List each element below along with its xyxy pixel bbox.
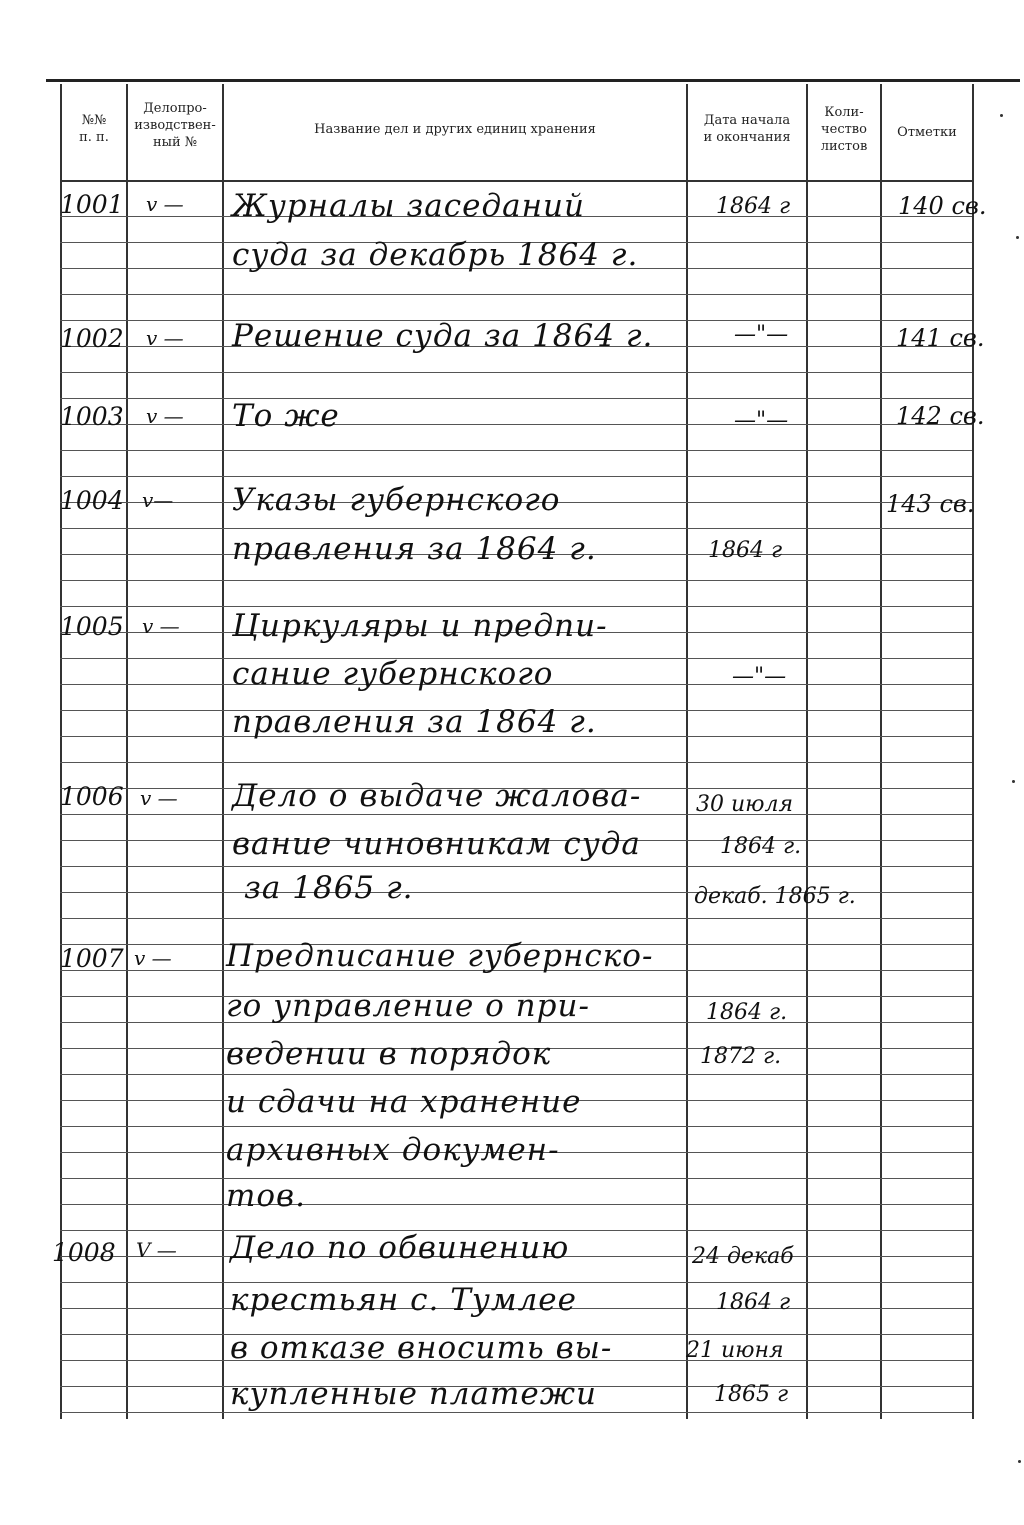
entry-number: 1007 (60, 944, 124, 973)
entry-title-line: за 1865 г. (244, 870, 414, 906)
entry-title-line: сание губернского (232, 656, 554, 692)
ink-speck (1000, 114, 1003, 117)
ruled-line (60, 294, 972, 295)
entry-date: 1864 г (708, 538, 783, 563)
entry-number: 1008 (52, 1238, 116, 1267)
ruled-line (60, 450, 972, 451)
header-title-text: Название дел и других единиц хранения (314, 122, 596, 137)
ruled-line (60, 1178, 972, 1179)
entry-check-mark: v — (142, 614, 180, 638)
entry-title-line: купленные платежи (230, 1376, 597, 1412)
header-dates (688, 112, 806, 146)
ruled-line (60, 528, 972, 529)
entry-date: 24 декаб (692, 1244, 794, 1269)
ruled-line (60, 1204, 972, 1205)
entry-date: 1864 г (716, 194, 791, 219)
ink-speck (1018, 1460, 1021, 1463)
ruled-line (60, 1412, 972, 1413)
column-divider (806, 84, 808, 1419)
ruled-line (60, 918, 972, 919)
entry-date: 21 июня (686, 1338, 784, 1363)
entry-check-mark: V — (136, 1238, 177, 1262)
entry-title-line: Предписание губернско- (226, 938, 654, 974)
entry-note: 142 св. (896, 402, 985, 430)
entry-title-line: правления за 1864 г. (232, 531, 597, 567)
header-office-number-text: Делопро- изводствен- ный № (134, 101, 216, 150)
header-sheet-count (808, 104, 880, 155)
ruled-line (60, 866, 972, 867)
entry-date: 1872 г. (700, 1044, 782, 1069)
ruled-line (60, 1126, 972, 1127)
column-divider (60, 84, 62, 1419)
entry-number: 1004 (60, 486, 124, 515)
entry-check-mark: v — (146, 404, 184, 428)
header-dates-text: Дата начала и окончания (703, 113, 791, 145)
entry-title-line: и сдачи на хранение (226, 1084, 582, 1120)
entry-note: 141 св. (896, 324, 985, 352)
entry-title-line: тов. (226, 1178, 306, 1214)
ruled-line (60, 580, 972, 581)
header-title (224, 121, 686, 138)
entry-check-mark: v — (140, 786, 178, 810)
entry-date: —"— (734, 322, 789, 347)
entry-date: 30 июля (696, 792, 794, 817)
entry-number: 1006 (60, 782, 124, 811)
entry-title-line: вание чиновникам суда (232, 826, 641, 862)
ruled-line (60, 606, 972, 607)
entry-title-line: крестьян с. Тумлее (230, 1282, 577, 1318)
ruled-line (60, 814, 972, 815)
ruled-line (60, 372, 972, 373)
header-number-text: №№ п. п. (79, 113, 109, 145)
entry-number: 1002 (60, 324, 124, 353)
entry-date: 1864 г. (720, 834, 802, 859)
column-divider (222, 84, 224, 1419)
form-top-border (46, 79, 1020, 82)
entry-title-line: Дело о выдаче жалова- (232, 778, 642, 814)
entry-note: 143 св. (886, 490, 975, 518)
ruled-line (60, 424, 972, 425)
ruled-line (60, 476, 972, 477)
entry-title-line: правления за 1864 г. (232, 704, 597, 740)
entry-check-mark: v— (142, 488, 174, 512)
ruled-line (60, 762, 972, 763)
header-office-number (128, 100, 222, 151)
entry-date: —"— (734, 408, 789, 433)
header-divider (60, 180, 972, 182)
header-notes (882, 124, 972, 141)
ink-speck (1012, 780, 1015, 783)
entry-check-mark: v — (134, 946, 172, 970)
entry-title-line: суда за декабрь 1864 г. (232, 237, 639, 273)
entry-title-line: Циркуляры и предпи- (232, 608, 608, 644)
entry-date: 1864 г (716, 1290, 791, 1315)
column-divider (126, 84, 128, 1419)
entry-date: 1865 г (714, 1382, 789, 1407)
ruled-line (60, 1074, 972, 1075)
entry-check-mark: v — (146, 326, 184, 350)
entry-number: 1003 (60, 402, 124, 431)
column-divider (686, 84, 688, 1419)
entry-date: —"— (732, 664, 787, 689)
entry-date: 1864 г. (706, 1000, 788, 1025)
entry-number: 1005 (60, 612, 124, 641)
entry-number: 1001 (60, 190, 124, 219)
entry-date: декаб. 1865 г. (694, 884, 856, 909)
ink-speck (1016, 236, 1019, 239)
ruled-line (60, 398, 972, 399)
entry-title-line: Дело по обвинению (230, 1230, 570, 1266)
column-divider (880, 84, 882, 1419)
column-divider (972, 84, 974, 1419)
entry-title-line: То же (232, 398, 340, 434)
entry-title-line: Указы губернского (232, 482, 561, 518)
entry-title-line: архивных докумен- (226, 1132, 560, 1168)
entry-title-line: в отказе вносить вы- (230, 1330, 613, 1366)
entry-title-line: ведении в порядок (226, 1036, 552, 1072)
entry-title-line: Решение суда за 1864 г. (232, 318, 654, 354)
header-number (62, 112, 126, 146)
entry-title-line: го управление о при- (226, 988, 590, 1024)
entry-note: 140 св. (898, 192, 987, 220)
entry-title-line: Журналы заседаний (232, 188, 585, 224)
entry-check-mark: v — (146, 192, 184, 216)
header-sheet-count-text: Коли- чество листов (820, 105, 868, 154)
header-notes-text: Отметки (897, 125, 957, 140)
